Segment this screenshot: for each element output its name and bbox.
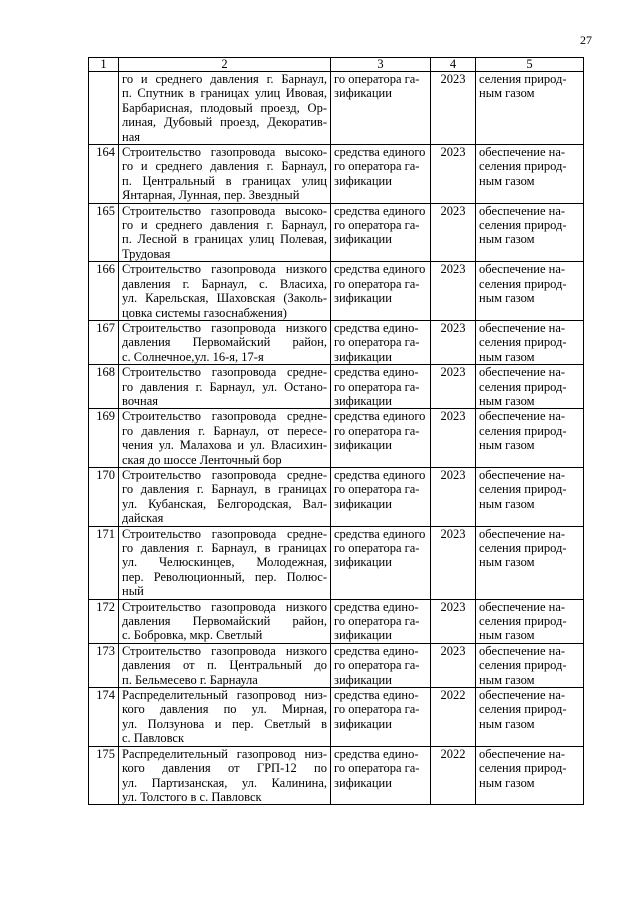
funding-line: средства едино-	[334, 599, 419, 614]
purpose-line: ным газом	[479, 628, 535, 643]
funding-line: средства едино-	[334, 643, 419, 658]
row-number: 175	[89, 746, 119, 805]
purpose-line: селения природ-	[479, 276, 567, 291]
funding-line: го оператора га-	[334, 761, 420, 776]
description-line: ул. Челюскинцев, Молодежная,	[122, 555, 327, 570]
purpose-line: селения природ-	[479, 72, 567, 86]
completion-year: 2023	[431, 145, 476, 204]
purpose	[476, 526, 584, 599]
table-row	[89, 409, 584, 468]
purpose-line: обеспечение на-	[479, 145, 566, 160]
description-line: Строительство газопровода средне-	[122, 365, 327, 380]
row-number	[89, 72, 119, 145]
description-line: го давления г. Барнаул, в границах	[122, 541, 327, 555]
project-description	[119, 365, 331, 409]
description-line: с. Бобровка, мкр. Светлый	[122, 628, 263, 643]
description-line: п. Бельмесево г. Барнаула	[122, 672, 258, 687]
table-row	[89, 365, 584, 409]
table-row	[89, 688, 584, 747]
purpose-line: обеспечение на-	[479, 203, 566, 218]
project-description	[119, 72, 331, 145]
description-line: Распределительный газопровод низ-	[122, 688, 327, 703]
table-row	[89, 262, 584, 321]
column-header-5: 5	[476, 58, 584, 72]
funding-source	[331, 72, 431, 145]
description-line: чения ул. Малахова и ул. Власихин-	[122, 438, 327, 453]
purpose-line: ным газом	[479, 555, 535, 570]
funding-line: зификации	[334, 393, 392, 408]
funding-line: го оператора га-	[334, 482, 420, 497]
project-description	[119, 262, 331, 321]
funding-source	[331, 145, 431, 204]
purpose-line: селения природ-	[479, 702, 567, 717]
purpose-line: селения природ-	[479, 614, 567, 629]
page-number: 27	[580, 33, 592, 47]
purpose-line: селения природ-	[479, 218, 567, 233]
funding-line: зификации	[334, 173, 392, 188]
funding-line: зификации	[334, 438, 392, 453]
purpose	[476, 688, 584, 747]
description-line: ул. Ползунова и пер. Светлый в	[122, 716, 327, 731]
description-line: пер. Революционный, пер. Полюс-	[122, 569, 327, 584]
description-line: Строительство газопровода низкого	[122, 320, 327, 335]
table-row	[89, 467, 584, 526]
row-number: 168	[89, 365, 119, 409]
row-number: 171	[89, 526, 119, 599]
funding-line: средства едино-	[334, 320, 419, 335]
funding-line: средства единого	[334, 203, 426, 218]
funding-line: зификации	[334, 628, 392, 643]
description-line: ул. Толстого в с. Павловск	[122, 789, 262, 804]
completion-year: 2023	[431, 526, 476, 599]
purpose	[476, 72, 584, 145]
project-description	[119, 203, 331, 262]
completion-year: 2023	[431, 599, 476, 643]
purpose-line: обеспечение на-	[479, 599, 566, 614]
project-description	[119, 320, 331, 364]
description-line: ул. Партизанская, ул. Калинина,	[122, 775, 327, 790]
row-number: 172	[89, 599, 119, 643]
funding-line: го оператора га-	[334, 614, 420, 629]
project-description	[119, 526, 331, 599]
description-line: го и среднего давления г. Барнаул,	[122, 218, 327, 233]
purpose-line: ным газом	[479, 86, 535, 101]
project-description	[119, 409, 331, 468]
description-line: цовка системы газоснабжения)	[122, 305, 287, 320]
funding-line: го оператора га-	[334, 218, 420, 233]
description-line: с. Солнечное,ул. 16-я, 17-я	[122, 349, 264, 364]
purpose-line: ным газом	[479, 393, 535, 408]
funding-line: го оператора га-	[334, 159, 420, 174]
purpose-line: ным газом	[479, 291, 535, 306]
gasification-table	[88, 57, 584, 805]
purpose-line: ным газом	[479, 672, 535, 687]
purpose	[476, 145, 584, 204]
funding-source	[331, 688, 431, 747]
table-row	[89, 72, 584, 145]
description-line: п. Центральный в границах улиц	[122, 173, 327, 188]
description-line: Строительство газопровода средне-	[122, 526, 327, 541]
row-number: 173	[89, 643, 119, 687]
project-description	[119, 599, 331, 643]
funding-line: зификации	[334, 555, 392, 570]
row-number: 170	[89, 467, 119, 526]
purpose	[476, 365, 584, 409]
funding-source	[331, 467, 431, 526]
completion-year: 2023	[431, 320, 476, 364]
description-line: п. Спутник в границах улиц Ивовая,	[122, 86, 327, 101]
description-line: ская до шоссе Ленточный бор	[122, 452, 282, 467]
funding-line: зификации	[334, 672, 392, 687]
purpose-line: ным газом	[479, 173, 535, 188]
description-line: Строительство газопровода средне-	[122, 467, 327, 482]
description-line: Строительство газопровода средне-	[122, 409, 327, 424]
completion-year: 2022	[431, 688, 476, 747]
purpose-line: селения природ-	[479, 159, 567, 174]
description-line: Строительство газопровода высоко-	[122, 145, 327, 160]
purpose-line: селения природ-	[479, 761, 567, 776]
row-number: 167	[89, 320, 119, 364]
purpose-line: селения природ-	[479, 423, 567, 438]
description-line: Строительство газопровода низкого	[122, 262, 327, 277]
purpose	[476, 409, 584, 468]
description-line: Строительство газопровода высоко-	[122, 203, 327, 218]
completion-year: 2023	[431, 467, 476, 526]
completion-year: 2023	[431, 643, 476, 687]
funding-line: зификации	[334, 775, 392, 790]
description-line: дайская	[122, 511, 164, 526]
funding-line: средства единого	[334, 145, 426, 160]
purpose	[476, 746, 584, 805]
description-line: с. Павловск	[122, 731, 185, 746]
table-row	[89, 599, 584, 643]
description-line: Янтарная, Лунная, пер. Звездный	[122, 188, 300, 203]
funding-line: зификации	[334, 496, 392, 511]
funding-line: го оператора га-	[334, 379, 420, 394]
project-description	[119, 688, 331, 747]
purpose	[476, 262, 584, 321]
purpose-line: обеспечение на-	[479, 688, 566, 703]
funding-line: го оператора га-	[334, 276, 420, 291]
project-description	[119, 145, 331, 204]
funding-source	[331, 746, 431, 805]
header-row	[89, 58, 584, 72]
funding-line: средства едино-	[334, 746, 419, 761]
purpose-line: селения природ-	[479, 379, 567, 394]
completion-year: 2023	[431, 72, 476, 145]
purpose-line: селения природ-	[479, 482, 567, 497]
funding-source	[331, 320, 431, 364]
funding-line: средства единого	[334, 467, 426, 482]
completion-year: 2023	[431, 365, 476, 409]
funding-line: средства едино-	[334, 688, 419, 703]
purpose-line: ным газом	[479, 438, 535, 453]
description-line: Строительство газопровода низкого	[122, 643, 327, 658]
purpose-line: обеспечение на-	[479, 262, 566, 277]
purpose-line: обеспечение на-	[479, 467, 566, 482]
purpose-line: обеспечение на-	[479, 409, 566, 424]
description-line: вочная	[122, 393, 159, 408]
funding-line: го оператора га-	[334, 72, 420, 86]
table-row	[89, 643, 584, 687]
funding-line: зификации	[334, 86, 392, 101]
description-line: линая, Дубовый проезд, Декоратив-	[122, 115, 327, 130]
completion-year: 2023	[431, 409, 476, 468]
purpose	[476, 643, 584, 687]
description-line: Барбарисная, плодовый проезд, Ор-	[122, 100, 327, 115]
description-line: кого давления по ул. Мирная,	[122, 702, 327, 717]
funding-line: средства едино-	[334, 365, 419, 380]
funding-line: зификации	[334, 232, 392, 247]
funding-source	[331, 409, 431, 468]
completion-year: 2022	[431, 746, 476, 805]
column-header-4: 4	[431, 58, 476, 72]
funding-line: средства единого	[334, 409, 426, 424]
description-line: кого давления от ГРП-12 по	[122, 761, 327, 776]
funding-line: го оператора га-	[334, 335, 420, 350]
funding-source	[331, 643, 431, 687]
funding-source	[331, 262, 431, 321]
funding-source	[331, 599, 431, 643]
funding-line: го оператора га-	[334, 702, 420, 717]
column-header-2: 2	[119, 58, 331, 72]
description-line: го и среднего давления г. Барнаул,	[122, 159, 327, 174]
purpose	[476, 467, 584, 526]
purpose-line: обеспечение на-	[479, 365, 566, 380]
row-number: 164	[89, 145, 119, 204]
purpose-line: ным газом	[479, 716, 535, 731]
purpose	[476, 320, 584, 364]
description-line: ул. Карельская, Шаховская (Заколь-	[122, 291, 327, 306]
description-line: ул. Кубанская, Белгородская, Вал-	[122, 496, 327, 511]
purpose-line: ным газом	[479, 496, 535, 511]
purpose-line: ным газом	[479, 775, 535, 790]
row-number: 174	[89, 688, 119, 747]
purpose-line: обеспечение на-	[479, 526, 566, 541]
purpose	[476, 599, 584, 643]
table-row	[89, 203, 584, 262]
purpose-line: обеспечение на-	[479, 643, 566, 658]
description-line: п. Лесной в границах улиц Полевая,	[122, 232, 327, 247]
funding-line: зификации	[334, 716, 392, 731]
row-number: 166	[89, 262, 119, 321]
table-row	[89, 526, 584, 599]
funding-source	[331, 365, 431, 409]
description-line: ный	[122, 584, 144, 599]
row-number: 165	[89, 203, 119, 262]
project-description	[119, 746, 331, 805]
description-line: Трудовая	[122, 246, 171, 261]
purpose	[476, 203, 584, 262]
table-body	[89, 72, 584, 805]
funding-line: го оператора га-	[334, 658, 420, 673]
description-line: давления Первомайский район,	[122, 335, 327, 350]
funding-line: зификации	[334, 349, 392, 364]
completion-year: 2023	[431, 203, 476, 262]
project-description	[119, 643, 331, 687]
purpose-line: ным газом	[479, 349, 535, 364]
column-header-1: 1	[89, 58, 119, 72]
purpose-line: ным газом	[479, 232, 535, 247]
purpose-line: селения природ-	[479, 541, 567, 555]
funding-line: средства единого	[334, 526, 426, 541]
description-line: ная	[122, 129, 140, 144]
description-line: го давления г. Барнаул, ул. Остано-	[122, 379, 327, 394]
completion-year: 2023	[431, 262, 476, 321]
description-line: го давления г. Барнаул, в границах	[122, 482, 327, 497]
table-row	[89, 746, 584, 805]
description-line: Распределительный газопровод низ-	[122, 746, 327, 761]
row-number: 169	[89, 409, 119, 468]
project-description	[119, 467, 331, 526]
description-line: давления Первомайский район,	[122, 614, 327, 629]
description-line: давления г. Барнаул, с. Власиха,	[122, 276, 327, 291]
column-header-3: 3	[331, 58, 431, 72]
funding-source	[331, 526, 431, 599]
purpose-line: селения природ-	[479, 335, 567, 350]
funding-source	[331, 203, 431, 262]
purpose-line: обеспечение на-	[479, 320, 566, 335]
description-line: го давления г. Барнаул, от пересе-	[122, 423, 327, 438]
description-line: давления от п. Центральный до	[122, 658, 327, 673]
funding-line: го оператора га-	[334, 541, 420, 555]
funding-line: средства единого	[334, 262, 426, 277]
funding-line: го оператора га-	[334, 423, 420, 438]
description-line: Строительство газопровода низкого	[122, 599, 327, 614]
table-row	[89, 145, 584, 204]
description-line: го и среднего давления г. Барнаул,	[122, 72, 327, 86]
table-row	[89, 320, 584, 364]
purpose-line: селения природ-	[479, 658, 567, 673]
purpose-line: обеспечение на-	[479, 746, 566, 761]
funding-line: зификации	[334, 291, 392, 306]
